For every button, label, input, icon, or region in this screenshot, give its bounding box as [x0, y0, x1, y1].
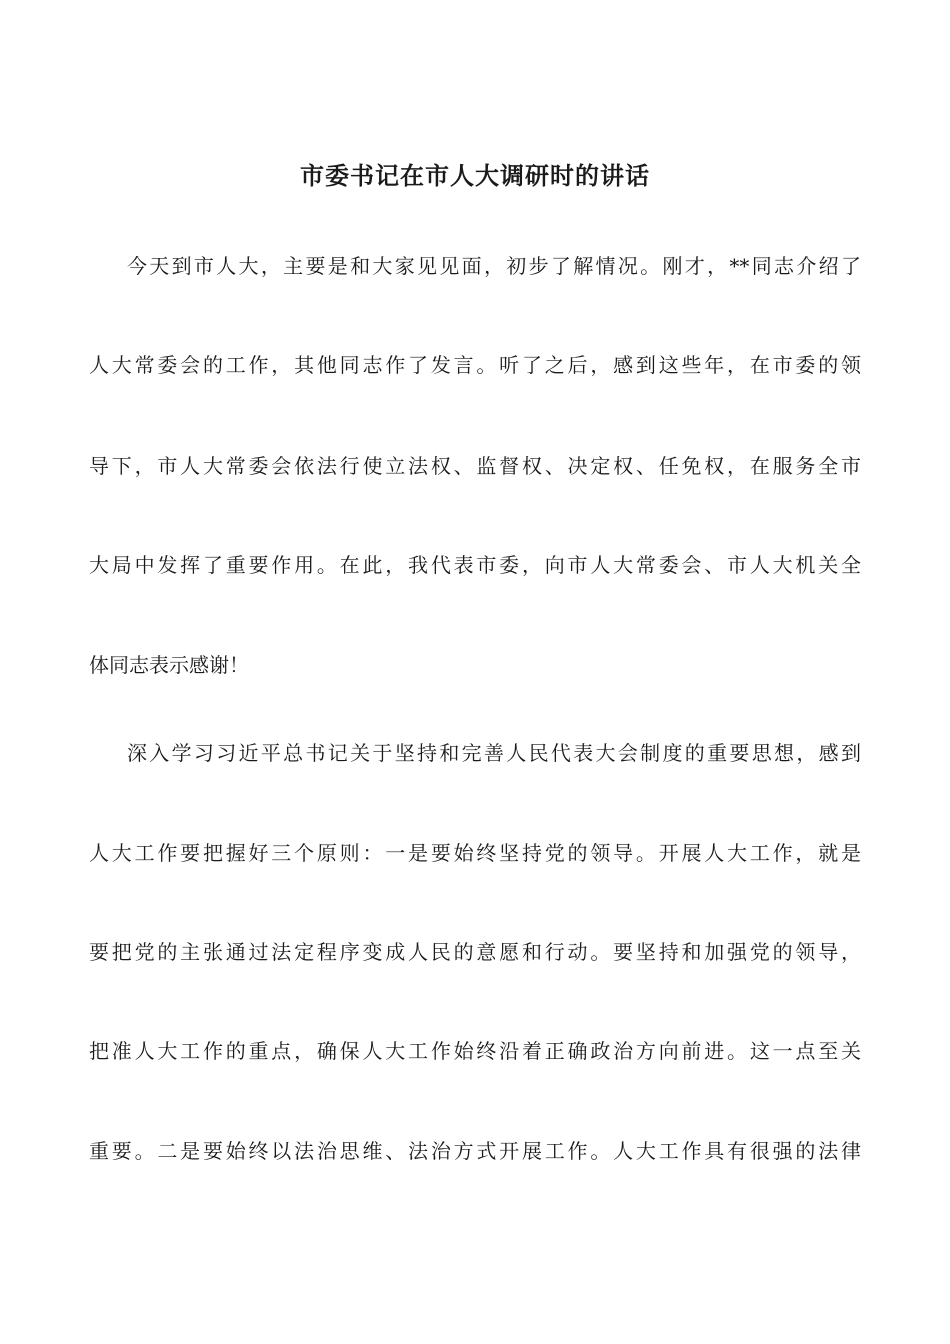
paragraph-line: 重要。二是要始终以法治思维、法治方式开展工作。人大工作具有很强的法律: [89, 1139, 861, 1163]
paragraph-line: 今天到市人大，主要是和大家见见面，初步了解情况。刚才，**同志介绍了: [127, 254, 861, 278]
paragraph-line: 要把党的主张通过法定程序变成人民的意愿和行动。要坚持和加强党的领导，: [89, 940, 861, 964]
paragraph-line: 体同志表示感谢！: [89, 653, 249, 677]
paragraph-line: 人大常委会的工作，其他同志作了发言。听了之后，感到这些年，在市委的领: [89, 353, 861, 377]
paragraph-line: 导下，市人大常委会依法行使立法权、监督权、决定权、任免权，在服务全市: [89, 454, 861, 478]
paragraph-line: 人大工作要把握好三个原则：一是要始终坚持党的领导。开展人大工作，就是: [89, 841, 861, 865]
document-title: 市委书记在市人大调研时的讲话: [300, 161, 650, 190]
paragraph-line: 深入学习习近平总书记关于坚持和完善人民代表大会制度的重要思想，感到: [127, 741, 861, 765]
paragraph-line: 大局中发挥了重要作用。在此，我代表市委，向市人大常委会、市人大机关全: [89, 553, 861, 577]
paragraph-line: 把准人大工作的重点，确保人大工作始终沿着正确政治方向前进。这一点至关: [89, 1039, 861, 1063]
